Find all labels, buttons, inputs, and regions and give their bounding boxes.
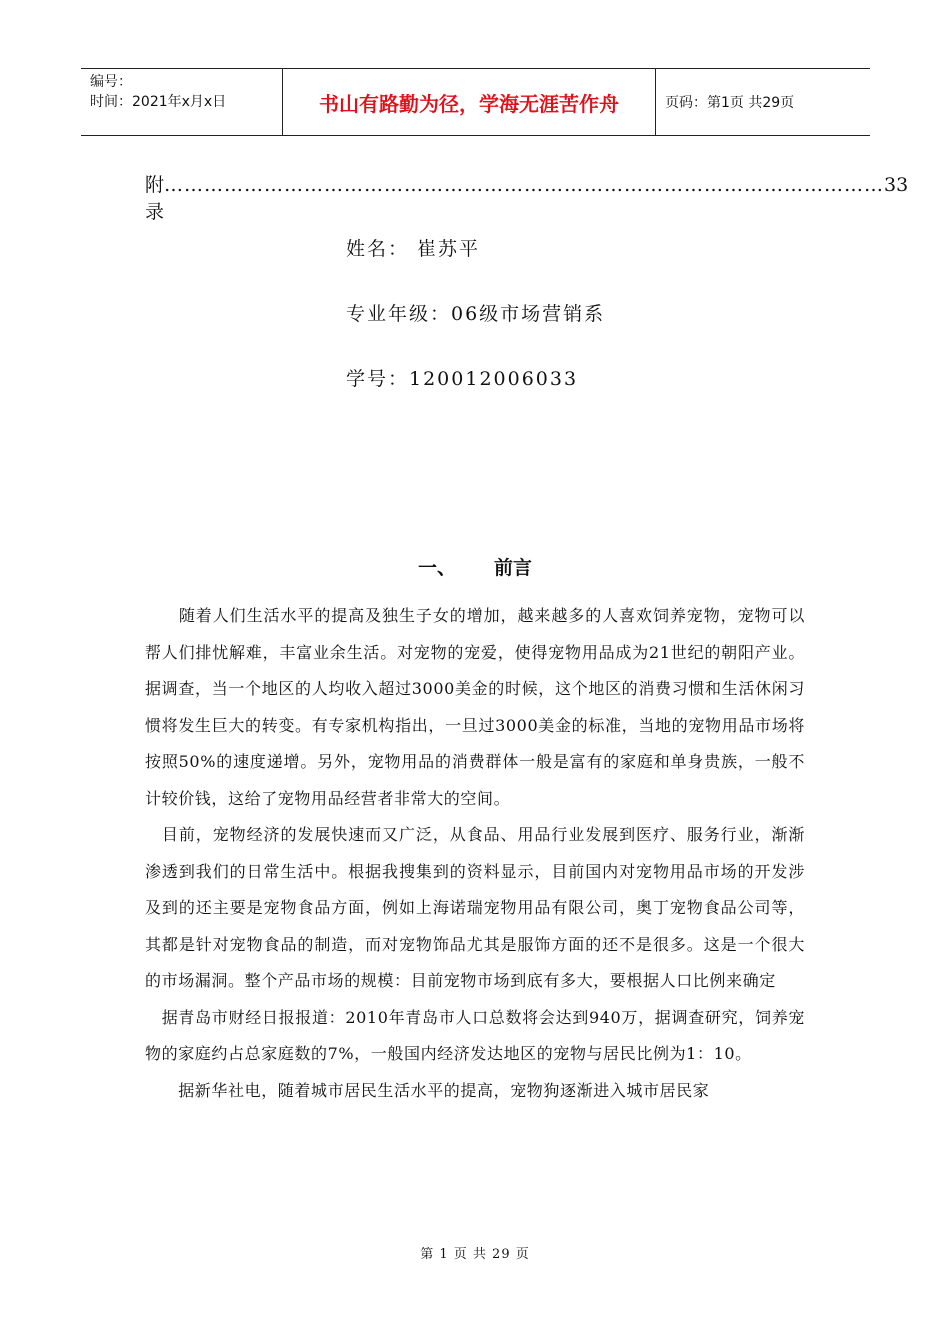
paragraph: 据新华社电，随着城市居民生活水平的提高，宠物狗逐渐进入城市居民家 — [145, 1080, 710, 1100]
toc-leader-dots: ……………………………………………………………………………………………… — [164, 174, 885, 196]
paragraph: 随着人们生活水平的提高及独生子女的增加，越来越多的人喜欢饲养宠物，宠物可以帮人们排忧解难，丰富业余生活。对宠物的宠爱，使得宠物用品成为21世纪的朝阳产业。据调查，当一个地区的人均收入超过3000美金的时候，这个地区的消费习惯和生活休闲习惯将发生巨大的转变。有专家机构指出，一旦过3000美金的标准，当地的宠物用品市场将按照50%的速度递增。另外，宠物用品的消费群体一般是富有的家庭和单身贵族，一般不计较价钱，这给了宠物用品经营者非常大的空间。 — [145, 606, 805, 808]
document-time-label: 时间：2021年x月x日 — [90, 94, 227, 110]
document-number-label: 编号： — [90, 74, 132, 90]
section-title: 前言 — [494, 557, 533, 579]
paragraph: 据青岛市财经日报报道：2010年青岛市人口总数将会达到940万，据调查研究，饲养宠物的家庭约占总家庭数的7%，一般国内经济发达地区的宠物与居民比例为1：10。 — [145, 1007, 805, 1063]
section-number: 一、 — [417, 557, 456, 579]
toc-entry-label: 附录 — [145, 174, 165, 223]
author-student-id: 学号：120012006033 — [346, 368, 579, 390]
toc-entry-appendix[interactable] — [145, 170, 909, 224]
page-header — [81, 68, 870, 136]
header-meta — [81, 69, 282, 135]
author-major: 专业年级：06级市场营销系 — [346, 303, 606, 325]
author-name: 姓名： 崔苏平 — [346, 238, 481, 260]
page-footer: 第 1 页 共 29 页 — [420, 1247, 530, 1262]
body-text — [145, 598, 805, 1109]
header-page-info: 页码：第1页 共29页 — [665, 95, 795, 111]
paragraph: 目前，宠物经济的发展快速而又广泛，从食品、用品行业发展到医疗、服务行业，渐渐渗透到我们的日常生活中。根据我搜集到的资料显示，目前国内对宠物用品市场的开发涉及到的还主要是宠物食品方面，例如上海诺瑞宠物用品有限公司，奥丁宠物食品公司等，其都是针对宠物食品的制造，而对宠物饰品尤其是服饰方面的还不是很多。这是一个很大的市场漏洞。整个产品市场的规模：目前宠物市场到底有多大，要根据人口比例来确定 — [145, 825, 805, 990]
section-heading — [0, 553, 950, 580]
header-motto: 书山有路勤为径，学海无涯苦作舟 — [282, 69, 656, 135]
toc-entry-page: 33 — [884, 174, 909, 196]
